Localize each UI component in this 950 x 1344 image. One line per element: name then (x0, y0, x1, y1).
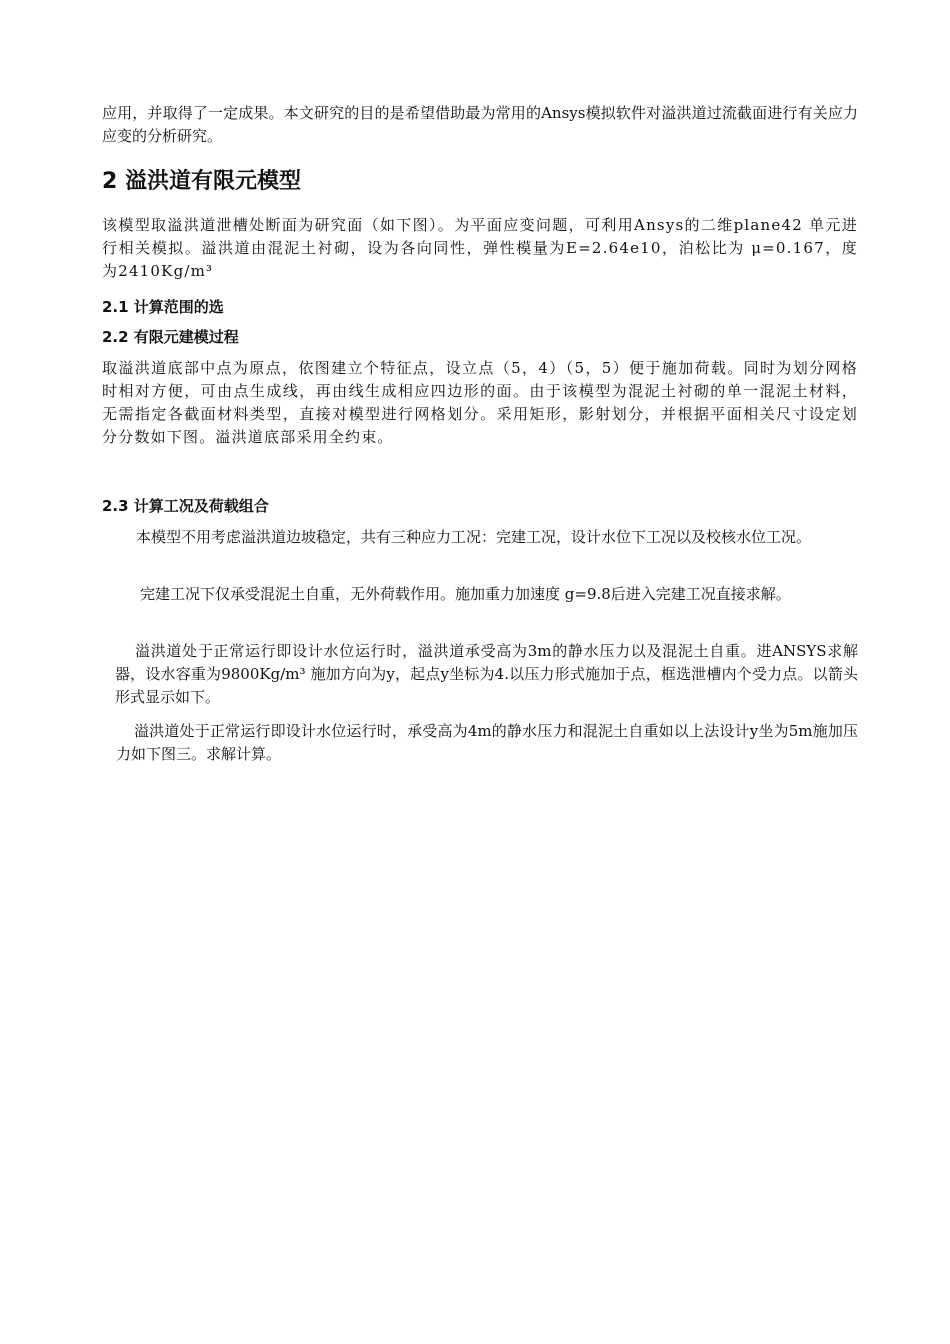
section-2-paragraph: 该模型取溢洪道泄槽处断面为研究面（如下图）。为平面应变问题，可利用Ansys的二维plane42 单元进行相关模拟。溢洪道由混泥土衬砌，设为各向同性，弹性模量为E=2.64e10，泊松比为 μ=0.167，度为2410Kg/m³ (102, 216, 858, 280)
section-2-3-paragraph-2: 完建工况下仅承受混泥土自重，无外荷载作用。施加重力加速度 g=9.8后进入完建工况直接求解。 (140, 585, 791, 603)
section-2-1-heading: 2.1 计算范围的选 (102, 298, 224, 316)
section-2-2-paragraph: 取溢洪道底部中点为原点，依图建立个特征点，设立点（5，4）（5，5）便于施加荷载。同时为划分网格时相对方便，可由点生成线，再由线生成相应四边形的面。由于该模型为混泥土衬砌的单一混泥土材料，无需指定各截面材料类型，直接对模型进行网格划分。采用矩形，影射划分，并根据平面相关尺寸设定划分分数如下图。溢洪道底部采用全约束。 (102, 359, 858, 446)
section-2-3-paragraph-4: 溢洪道处于正常运行即设计水位运行时，承受高为4m的静水压力和混泥土自重如以上法设计y坐为5m施加压力如下图三。求解计算。 (116, 722, 858, 763)
intro-paragraph: 应用，并取得了一定成果。本文研究的目的是希望借助最为常用的Ansys模拟软件对溢洪道过流截面进行有关应力应变的分析研究。 (102, 104, 858, 145)
section-2-2-heading: 2.2 有限元建模过程 (102, 328, 239, 346)
section-2-3-paragraph-1: 本模型不用考虑溢洪道边坡稳定，共有三种应力工况：完建工况，设计水位下工况以及校核水位工况。 (136, 528, 812, 546)
section-2-3-heading: 2.3 计算工况及荷载组合 (102, 497, 269, 515)
section-2-heading: 2 溢洪道有限元模型 (102, 169, 301, 194)
section-2-3-paragraph-3: 溢洪道处于正常运行即设计水位运行时，溢洪道承受高为3m的静水压力以及混泥土自重。进ANSYS求解器，设水容重为9800Kg/m³ 施加方向为y，起点y坐标为4.以压力形式施加于点，框选泄槽内个受力点。以箭头形式显示如下。 (115, 642, 858, 706)
